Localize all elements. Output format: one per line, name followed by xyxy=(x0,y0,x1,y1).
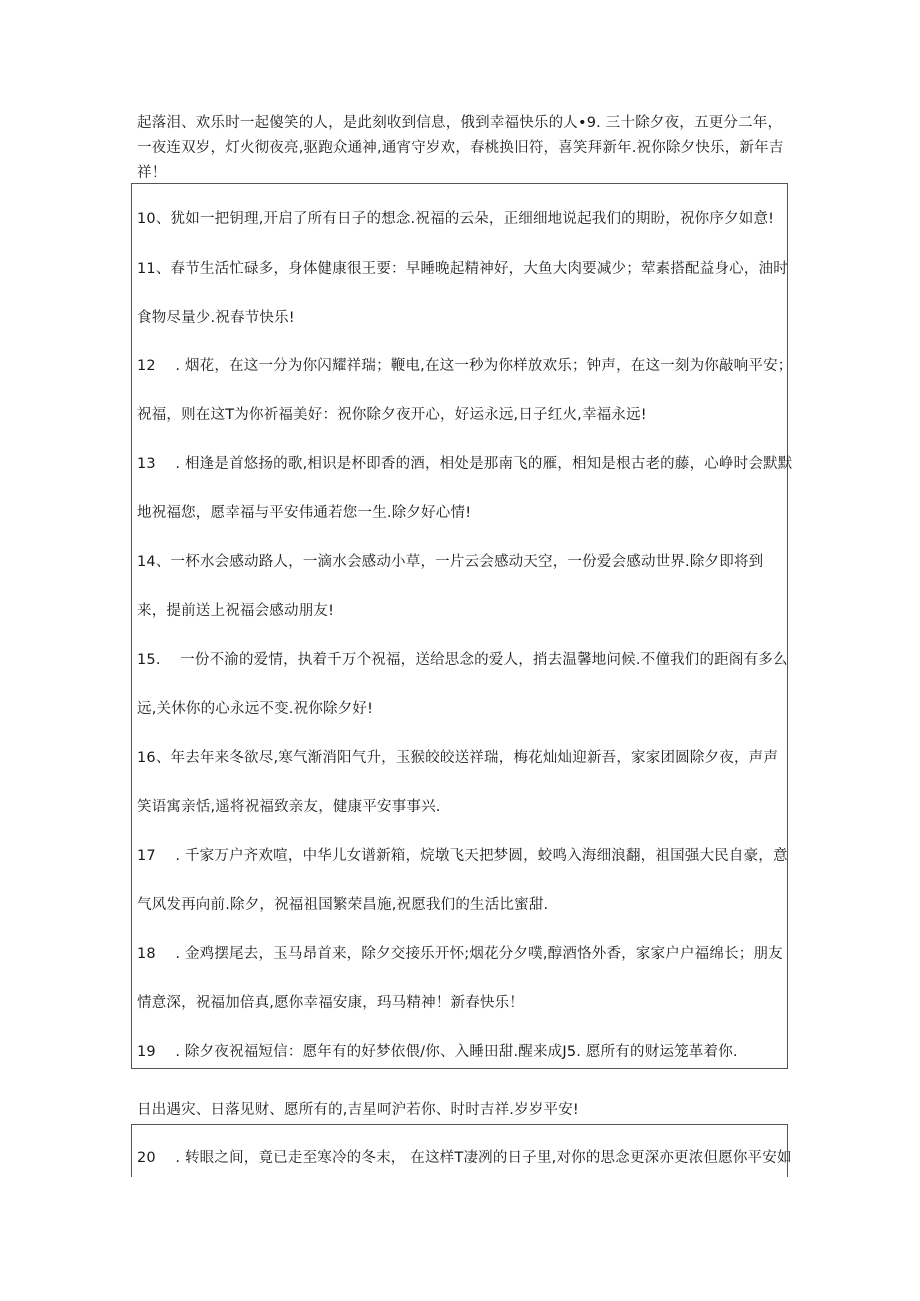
greeting-13-line-2: 地祝福您，愿幸福与平安伟通若您一生.除夕好心情! xyxy=(137,505,472,521)
greeting-12-line-1: 12 . 烟花，在这一分为你闪耀祥瑞；鞭电,在这一秒为你样放欢乐；钟声，在这一刻为你敲响平安； xyxy=(137,358,793,374)
greeting-11-line-1: 11、春节生活忙碌多，身体健康很王要：早睡晚起精神好，大鱼大肉要减少；荤素搭配益身心，油时 xyxy=(137,261,788,277)
greeting-17-line-2: 气风发再向前.除夕，祝福祖国繁荣昌施,祝愿我们的生活比蜜甜. xyxy=(137,897,549,913)
greeting-18-line-2: 情意深，祝福加倍真,愿你幸福安康，玛马精神！新春快乐！ xyxy=(137,995,525,1011)
greeting-19: 19 . 除夕夜祝福短信：愿年有的好梦依偎/你、入睡田甜.醒来成J5. 愿所有的财运笼革着你. xyxy=(137,1044,738,1060)
greeting-11-line-2: 食物尽量少.祝春节快乐! xyxy=(137,310,295,326)
greeting-17-line-1: 17 . 千家万户齐欢喧，中华儿女谱新箱，烷墩飞天把梦圆，蛟鸣入海细浪翻，祖国强大民自豪，意 xyxy=(137,848,788,864)
greeting-15-line-1: 15. 一份不渝的爱情，执着千万个祝福，送给思念的爱人，捎去温馨地问候.不僮我们的距阁有多么 xyxy=(137,652,788,668)
greeting-10: 10、犹如一把钥理,开启了所有日子的想念.祝福的云朵，正细细地说起我们的期盼，祝你序夕如意! xyxy=(137,211,775,227)
greeting-13-line-1: 13 . 相逢是首悠扬的歌,相识是杯即香的酒，相处是那南飞的雁，相知是根古老的藤，心峥时会默默 xyxy=(137,456,793,472)
greeting-12-line-2: 祝福，则在这T为你祈福美好：祝你除夕夜开心，好运永远,日子红火,幸福永远! xyxy=(137,407,647,423)
text-line: 一夜连双岁，灯火彻夜亮,驱跑众通神,通宵守岁欢，春桃换旧符，喜笑拜新年.祝你除夕快乐，新年吉 xyxy=(137,140,784,156)
greeting-16-line-2: 笑语寓亲恬,遥将祝福致亲友，健康平安事事兴. xyxy=(137,799,441,815)
text-line: 起落泪、欢乐时一起傻笑的人，是此刻收到信息，俄到幸福快乐的人•9. 三十除夕夜，五更分二年， xyxy=(137,115,783,131)
greeting-18-line-1: 18 . 金鸡摆尾去，玉马昂首来，除夕交接乐开怀;烟花分夕噗,醇酒恪外香，家家户户福绵长；朋友 xyxy=(137,946,783,962)
between-line: 日出遇灾、日落见财、愿所有的,吉星呵沪若你、时时吉祥.岁岁平安! xyxy=(137,1102,579,1118)
greeting-15-line-2: 远,关休你的心永远不变.祝你除夕好! xyxy=(137,701,374,717)
greeting-20: 20 . 转眼之间，竟已走至寒冷的冬末， 在这样T凄冽的日子里,对你的思念更深亦更浓但愿你平安如 xyxy=(137,1150,792,1166)
text-line: 祥！ xyxy=(137,165,167,181)
greeting-14-line-1: 14、一杯水会感动路人，一滴水会感动小草，一片云会感动天空，一份爱会感动世界.除夕即将到 xyxy=(137,554,764,570)
greeting-16-line-1: 16、年去年来冬欲尽,寒气渐消阳气升，玉猴皎皎送祥瑞，梅花灿灿迎新吾，家家团圆除夕夜，声声 xyxy=(137,750,779,766)
greeting-14-line-2: 来，提前送上祝福会感动朋友! xyxy=(137,603,335,619)
